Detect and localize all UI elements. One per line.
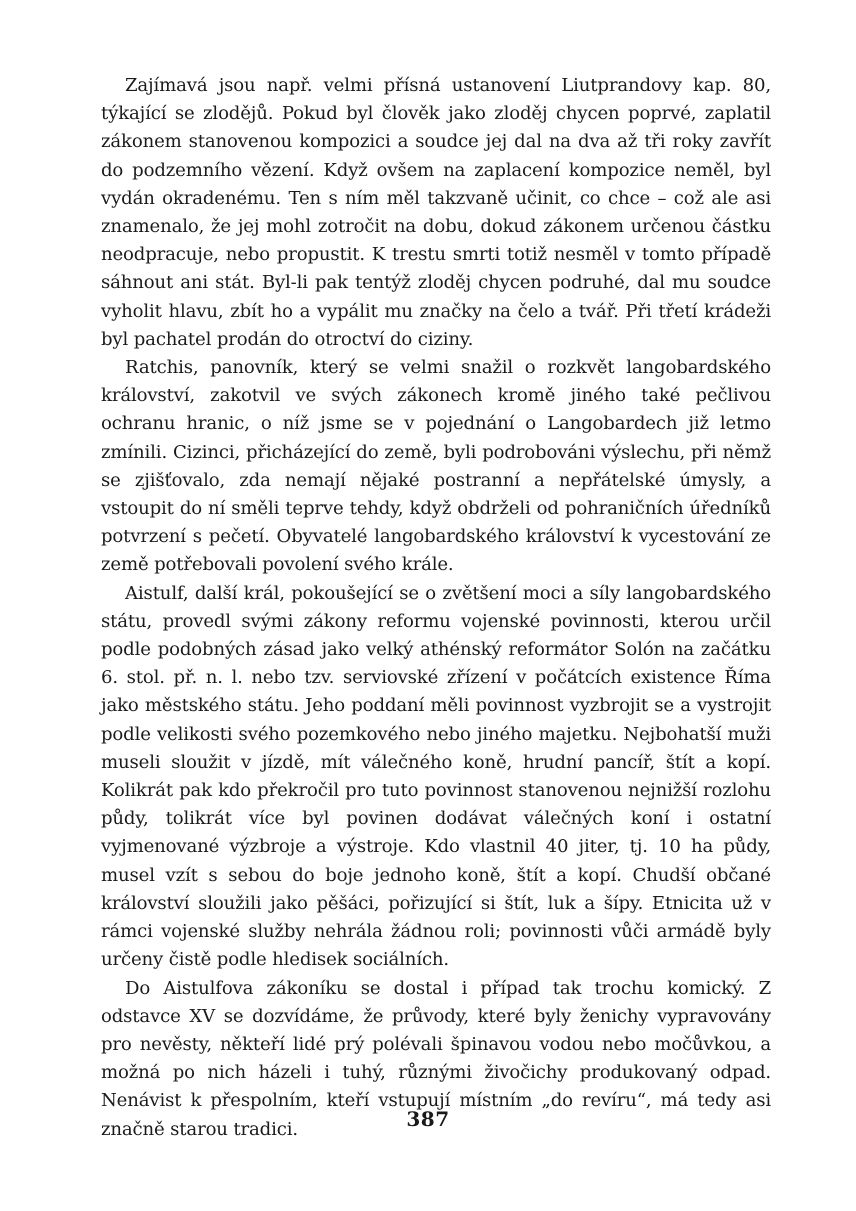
paragraph-ratchis: Ratchis, panovník, který se velmi snažil o rozkvět langobardského království, zakotvil ve svých zákonech kromě jiného také pečlivou ochranu hranic, o níž jsme se v pojednání o Langobardech již letmo zmínili. Cizinci, přicházející do země, byli podrobováni výslechu, při němž se zjišťovalo, zda nemají nějaké postranní a nepřátelské úmysly, a vstoupit do ní směli teprve tehdy, když obdrželi od pohraničních úředníků potvrzení s pečetí. Obyvatelé langobardského království k vycestování ze země potřebovali povolení svého krále. <box>101 357 771 576</box>
paragraph-thieves: Zajímavá jsou např. velmi přísná ustanovení Liutprandovy kap. 80, týkající se zlodějů. Pokud byl člověk jako zloděj chycen poprvé, zaplatil zákonem stanovenou kompozici a soudce jej dal na dva až tři roky zavřít do podzemního vězení. Když ovšem na zaplacení kompozice neměl, byl vydán okradenému. Ten s ním měl takzvaně učinit, co chce – což ale asi znamenalo, že jej mohl zotročit na dobu, dokud zákonem určenou částku neodpracuje, nebo propustit. K trestu smrti totiž nesměl v tomto případě sáhnout ani stát. Byl-li pak tentýž zloděj chycen podruhé, dal mu soudce vyholit hlavu, zbít ho a vypálit mu značky na čelo a tvář. Při třetí krádeži byl pachatel prodán do otroctví do ciziny. <box>101 75 771 350</box>
paragraph-aistulf: Aistulf, další král, pokoušející se o zvětšení moci a síly langobardského státu, provedl svými zákony reformu vojenské povinnosti, kterou určil podle podobných zásad jako velký athénský reformátor Solón na začátku 6. stol. př. n. l. nebo tzv. serviovské zřízení v počátcích existence Říma jako městského státu. Jeho poddaní měli povinnost vyzbrojit se a vystrojit podle velikosti svého pozemkového nebo jiného majetku. Nejbohatší muži museli sloužit v jízdě, mít válečného koně, hrudní pancíř, štít a kopí. Kolikrát pak kdo překročil pro tuto povinnost stanovenou nejnižší rozlohu půdy, tolikrát více byl povinen dodávat válečných koní i ostatní vyjmenované výzbroje a výstroje. Kdo vlastnil 40 jiter, tj. 10 ha půdy, musel vzít s sebou do boje jednoho koně, štít a kopí. Chudší občané království sloužili jako pěšáci, pořizující si štít, luk a šípy. Etnicita už v rámci vojenské služby nehrála žádnou roli; povinnosti vůči armádě byly určeny čistě podle hledisek sociálních. <box>101 582 771 971</box>
page-number: 387 <box>406 1107 450 1131</box>
page-body <box>101 72 771 1144</box>
paragraph-wedding-processions: Do Aistulfova zákoníku se dostal i případ tak trochu komický. Z odstavce XV se dozvídáme, že průvody, které byly ženichy vypravovány pro nevěsty, někteří lidé prý polévali špinavou vodou nebo močůvkou, a možná po nich házeli i tuhý, různými živočichy produkovaný odpad. Nenávist k přespolním, kteří vstupují místním „do revíru“, má tedy asi značně starou tradici. <box>101 977 771 1140</box>
